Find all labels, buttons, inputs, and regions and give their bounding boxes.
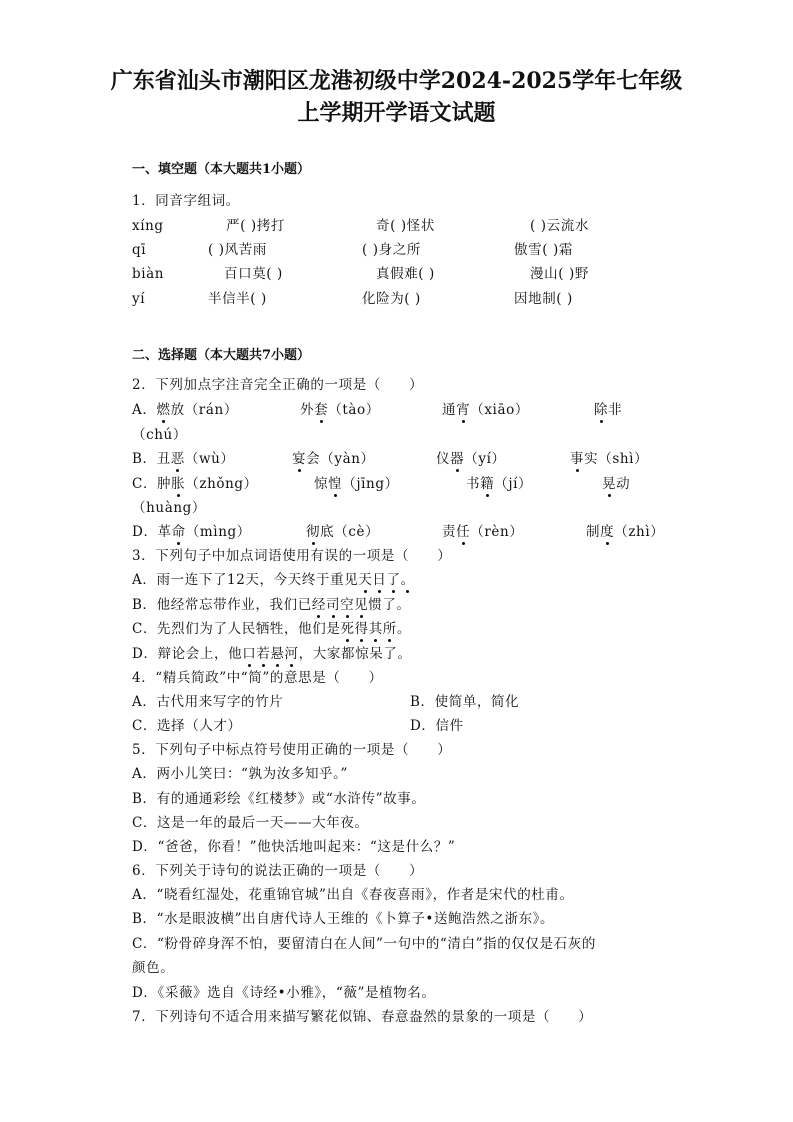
q1-row-4-pinyin: yí [132, 291, 146, 307]
q4-stem: 4．“精兵简政”中“简”的意思是（ ） [132, 670, 383, 686]
q1-row-1-b: 奇( )怪状 [376, 218, 435, 234]
q1-row-4-b: 化险为( ) [362, 291, 421, 307]
q1-row-2-a: ( )风苦雨 [208, 242, 267, 258]
q1-row-3-pinyin: biàn [132, 266, 165, 282]
q2-a-3: 通宵（xiāo） [442, 402, 529, 418]
q2-c-wrap: （huàng） [132, 500, 206, 516]
q6-stem: 6．下列关于诗句的说法正确的一项是（ ） [132, 863, 424, 879]
q2-a-1: A．燃放（rán） [132, 402, 238, 418]
q2-a-wrap: （chú） [132, 427, 187, 443]
q6-option-a: A．“晓看红湿处，花重锦官城”出自《春夜喜雨》，作者是宋代的杜甫。 [132, 887, 574, 903]
q4-option-b: B．使简单，简化 [410, 694, 520, 710]
q1-row-1-c: ( )云流水 [530, 218, 589, 234]
q2-d-3: 责任（rèn） [442, 524, 524, 540]
q5-option-d: D．“爸爸，你看！”他快活地叫起来：“这是什么？” [132, 839, 456, 855]
q2-b-3: 仪器（yí） [436, 451, 506, 467]
q3-option-b: B．他经常忘带作业，我们已经司空见惯了。 [132, 597, 411, 613]
q2-c-4: 晃动 [602, 476, 631, 492]
q1-row-3-a: 百口莫( ) [224, 266, 283, 282]
section-1-heading: 一、填空题（本大题共1小题） [132, 162, 311, 177]
q5-option-b: B．有的通通彩绘《红楼梦》或“水浒传”故事。 [132, 791, 426, 807]
q2-a-4: 除非 [594, 402, 623, 418]
q2-d-4: 制度（zhì） [586, 524, 665, 540]
q7-stem: 7．下列诗句不适合用来描写繁花似锦、春意盎然的景象的一项是（ ） [132, 1009, 593, 1025]
q5-option-a: A．两小儿笑曰：“孰为汝多知乎。” [132, 766, 349, 782]
q4-option-d: D．信件 [410, 718, 464, 734]
q2-b-2: 宴会（yàn） [292, 451, 375, 467]
q2-c-2: 惊惶（jīng） [314, 476, 399, 492]
q2-c-3: 书籍（jí） [466, 476, 533, 492]
q1-row-2-b: ( )身之所 [362, 242, 421, 258]
q4-option-a: A．古代用来写字的竹片 [132, 694, 284, 710]
q4-option-c: C．选择（人才） [132, 718, 242, 734]
q2-a-2: 外套（tào） [300, 402, 380, 418]
title-line-1: 广东省汕头市潮阳区龙港初级中学2024-2025学年七年级 [110, 68, 683, 94]
q2-b-1: B．丑恶（wù） [132, 451, 235, 467]
q1-stem: 1．同音字组词。 [132, 193, 240, 209]
q1-row-2-c: 傲雪( )霜 [514, 242, 573, 258]
q3-option-a: A．雨一连下了12天，今天终于重见天日了。 [132, 572, 415, 588]
q3-stem: 3．下列句子中加点词语使用有误的一项是（ ） [132, 548, 452, 564]
q2-d-2: 彻底（cè） [306, 524, 380, 540]
q6-option-c-line-2: 颜色。 [132, 960, 175, 976]
q1-row-4-c: 因地制( ) [514, 291, 573, 307]
section-2-heading: 二、选择题（本大题共7小题） [132, 348, 311, 363]
q6-option-b: B．“水是眼波横”出自唐代诗人王维的《卜算子•送鲍浩然之浙东》。 [132, 911, 555, 927]
q1-row-3-c: 漫山( )野 [530, 266, 589, 282]
q3-option-d: D．辩论会上，他口若悬河，大家都惊呆了。 [132, 646, 412, 662]
q2-d-1: D．革命（mìng） [132, 524, 251, 540]
q3-option-c: C．先烈们为了人民牺牲，他们是死得其所。 [132, 621, 412, 637]
q6-option-c-line-1: C．“粉骨碎身浑不怕，要留清白在人间”一句中的“清白”指的仅仅是石灰的 [132, 936, 596, 952]
q2-stem: 2．下列加点字注音完全正确的一项是（ ） [132, 377, 424, 393]
q5-stem: 5．下列句子中标点符号使用正确的一项是（ ） [132, 742, 452, 758]
q2-c-1: C．肿胀（zhǒng） [132, 476, 258, 492]
q2-b-4: 事实（shì） [570, 451, 649, 467]
q6-option-d: D．《采薇》选自《诗经•小雅》，“薇”是植物名。 [132, 985, 436, 1001]
q1-row-2-pinyin: qī [132, 242, 147, 258]
q5-option-c: C．这是一年的最后一天——大年夜。 [132, 815, 369, 831]
q1-row-1-pinyin: xíng [132, 218, 164, 234]
title-line-2: 上学期开学语文试题 [297, 100, 496, 126]
q1-row-4-a: 半信半( ) [208, 291, 267, 307]
q1-row-3-b: 真假难( ) [376, 266, 435, 282]
q1-row-1-a: 严( )拷打 [226, 218, 285, 234]
